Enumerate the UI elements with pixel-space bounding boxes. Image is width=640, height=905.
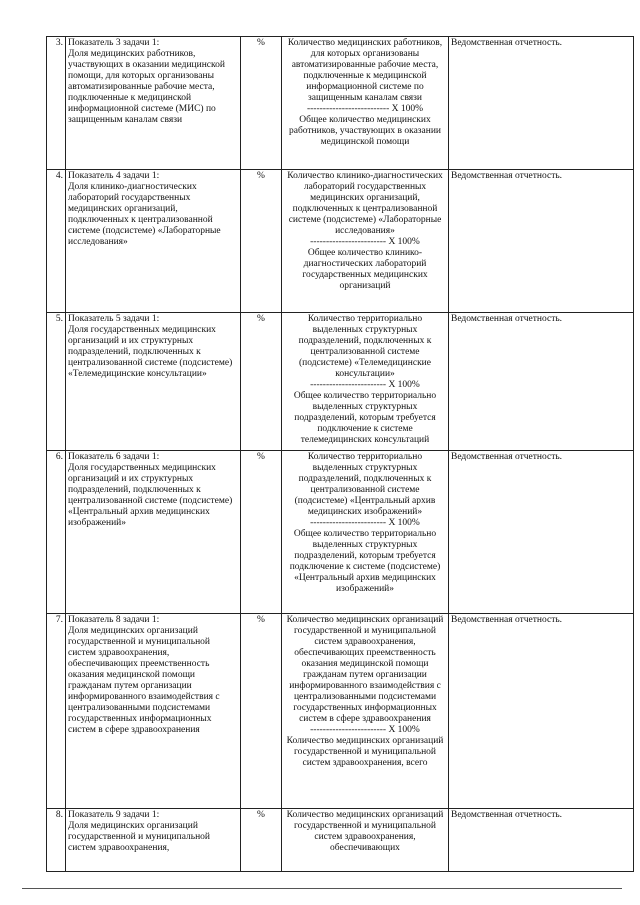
- formula-denominator: Общее количество территориально выделенных структурных подразделений, которым требуется подключение к системе телемедицинских консультаций: [293, 391, 437, 445]
- indicator-name-text: Показатель 6 задачи 1: Доля государственных медицинских организаций и их структурных подразделений, подключенных к централизованной системе (подсистеме) «Центральный архив медицинских изображений»: [68, 452, 233, 528]
- indicator-name-text: Показатель 4 задачи 1: Доля клинико-диагностических лабораторий государственных медицинских организаций, подключенных к централизованной системе (подсистеме) «Лабораторные исследования»: [68, 171, 221, 247]
- formula-divider: -------------------------- Х 100%: [306, 104, 424, 114]
- data-source: Ведомственная отчетность.: [449, 37, 634, 170]
- row-number: 8.: [47, 809, 66, 872]
- formula: [282, 170, 449, 313]
- formula-divider: ------------------------ Х 100%: [310, 518, 420, 528]
- formula: [282, 37, 449, 170]
- data-source: Ведомственная отчетность.: [449, 809, 634, 872]
- indicator-name: [66, 614, 241, 809]
- formula-numerator: Количество медицинских организаций государственной и муниципальной систем здравоохранения, обеспечивающих: [286, 810, 444, 853]
- formula: [282, 614, 449, 809]
- unit: %: [241, 313, 282, 451]
- unit: %: [241, 809, 282, 872]
- formula-divider: ------------------------ Х 100%: [310, 237, 420, 247]
- formula: [282, 451, 449, 614]
- table-row: [47, 37, 634, 170]
- formula-divider: ------------------------ Х 100%: [310, 725, 420, 735]
- formula-numerator: Количество клинико-диагностических лабораторий государственных медицинских организаций, подключенных к централизованной системе (подсистеме) «Лабораторные исследования»: [287, 171, 443, 236]
- table-row: [47, 809, 634, 872]
- row-number: 6.: [47, 451, 66, 614]
- formula-numerator: Количество территориально выделенных структурных подразделений, подключенных к централизованной системе (подсистеме) «Телемедицинские консультации»: [298, 314, 432, 379]
- table-row: [47, 451, 634, 614]
- formula: [282, 809, 449, 872]
- unit: %: [241, 451, 282, 614]
- formula-denominator: Количество медицинских организаций государственной и муниципальной систем здравоохранения, всего: [286, 736, 444, 768]
- formula-denominator: Общее количество территориально выделенных структурных подразделений, которым требуется подключение к системе (подсистеме) «Центральный архив медицинских изображений»: [289, 529, 441, 594]
- indicators-table: [46, 36, 634, 872]
- unit: %: [241, 37, 282, 170]
- indicator-name-text: Показатель 9 задачи 1: Доля медицинских организаций государственной и муниципальной систем здравоохранения,: [68, 810, 211, 853]
- row-number: 4.: [47, 170, 66, 313]
- data-source: Ведомственная отчетность.: [449, 170, 634, 313]
- row-number: 7.: [47, 614, 66, 809]
- page-bottom-rule: [22, 888, 622, 889]
- indicator-name: [66, 451, 241, 614]
- formula-numerator: Количество медицинских организаций государственной и муниципальной систем здравоохранения, обеспечивающих преемственность оказания медицинской помощи гражданам путем организации информированного взаимодействия с централизованными подсистемами государственных информационных систем в сфере здравоохранения: [286, 615, 444, 724]
- indicator-name-text: Показатель 8 задачи 1: Доля медицинских организаций государственной и муниципальной систем здравоохранения, обеспечивающих преемственность оказания медицинской помощи гражданам путем организации информированного взаимодействия с централизованными подсистемами государственных информационных систем в сфере здравоохранения: [68, 615, 220, 735]
- formula-denominator: Общее количество клинико-диагностических лабораторий государственных медицинских организаций: [302, 248, 428, 291]
- indicator-name: [66, 170, 241, 313]
- indicator-name-text: Показатель 5 задачи 1: Доля государственных медицинских организаций и их структурных подразделений, подключенных к централизованной системе (подсистеме) «Телемедицинские консультации»: [68, 314, 233, 379]
- unit: %: [241, 614, 282, 809]
- formula: [282, 313, 449, 451]
- table-row: [47, 313, 634, 451]
- row-number: 3.: [47, 37, 66, 170]
- data-source: Ведомственная отчетность.: [449, 614, 634, 809]
- indicator-name: [66, 37, 241, 170]
- indicator-name: [66, 313, 241, 451]
- indicator-name: [66, 809, 241, 872]
- unit: %: [241, 170, 282, 313]
- data-source: Ведомственная отчетность.: [449, 451, 634, 614]
- formula-numerator: Количество медицинских работников, для которых организованы автоматизированные рабочие места, подключенные к медицинской информационной системе по защищенным каналам связи: [287, 38, 443, 103]
- formula-denominator: Общее количество медицинских работников, участвующих в оказании медицинской помощи: [288, 115, 442, 147]
- table-row: [47, 614, 634, 809]
- formula-divider: ------------------------ Х 100%: [310, 380, 420, 390]
- table-row: [47, 170, 634, 313]
- data-source: Ведомственная отчетность.: [449, 313, 634, 451]
- row-number: 5.: [47, 313, 66, 451]
- formula-numerator: Количество территориально выделенных структурных подразделений, подключенных к централизованной системе (подсистеме) «Центральный архив медицинских изображений»: [294, 452, 436, 517]
- indicator-name-text: Показатель 3 задачи 1: Доля медицинских работников, участвующих в оказании медицинской помощи, для которых организованы автоматизированные рабочие места, подключенные к медицинской информационной системе (МИС) по защищенным каналам связи: [68, 38, 225, 125]
